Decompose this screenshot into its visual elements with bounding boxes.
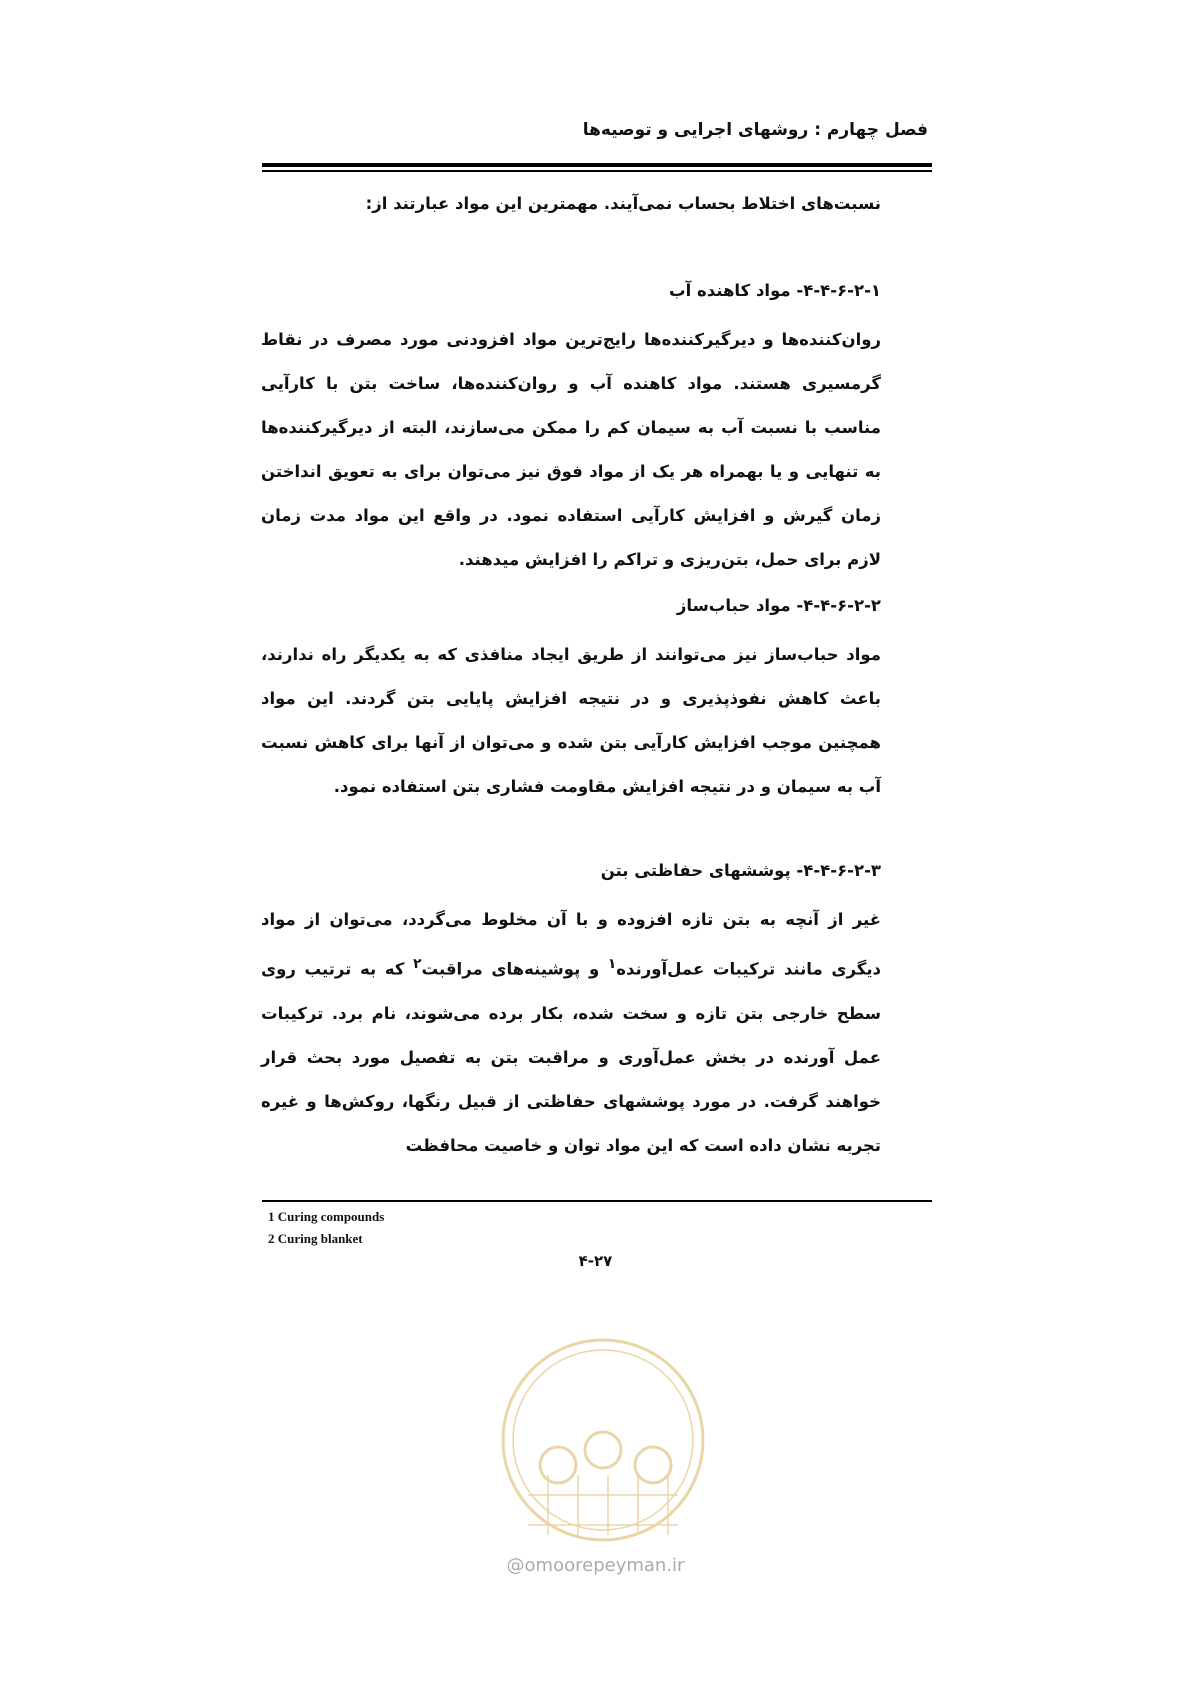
section-body-water-reducers: روان‌کننده‌ها و دیرگیرکننده‌ها رایج‌ترین مواد افزودنی مورد مصرف در نقاط گرمسیری هستند. مواد کاهنده آب و روان‌کننده‌ها، ساخت بتن با کارآیی مناسب با نسبت آب به سیمان کم را ممکن می‌سازند، البته از دیرگیرکننده‌ها به تنهایی و یا بهمراه هر یک از مواد فوق نیز می‌توان برای به تعویق انداختن زمان گیرش و افزایش کارآیی استفاده نمود. در واقع این مواد مدت زمان لازم برای حمل، بتن‌ریزی و تراکم را افزایش میدهند. [261,330,881,569]
footnote-ref-1: ۱ [607,956,617,972]
body-text: غیر از آنچه به بتن تازه افزوده و با آن مخلوط می‌گردد، می‌توان از مواد دیگری مانند ترکیبات عمل‌آورنده [261,910,881,979]
footnote-2: 2 Curing blanket [268,1231,363,1246]
header-rule-thick [262,163,932,167]
section-body-protective-coatings [261,898,881,1168]
intro-line: نسبت‌های اختلاط بحساب نمی‌آیند. مهمترین این مواد عبارتند از: [365,194,881,213]
page-number: ۴-۲۷ [578,1252,613,1270]
footnote-1: 1 Curing compounds [268,1209,385,1224]
footnote-ref-2: ۲ [413,956,422,972]
section-body-air-entraining: مواد حباب‌ساز نیز می‌توانند از طریق ایجاد منافذی که به یکدیگر راه ندارند، باعث کاهش نفوذپذیری و در نتیجه افزایش پایایی بتن گردند. این مواد همچنین موجب افزایش کارآیی بتن شده و می‌توان از آنها برای کاهش نسبت آب به سیمان و در نتیجه افزایش مقاومت فشاری بتن استفاده نمود. [261,645,881,796]
chapter-title: فصل چهارم : روشهای اجرایی و توصیه‌ها [582,120,928,140]
section-heading-water-reducers: ۴-۴-۶-۲-۱- مواد کاهنده آب [669,281,881,300]
section-heading-protective-coatings: ۴-۴-۶-۲-۳- پوششهای حفاظتی بتن [600,861,881,880]
watermark-url: @omoorepeyman.ir [506,1555,685,1576]
body-text: که به ترتیب روی سطح خارجی بتن تازه و سخت شده، بکار برده می‌شوند، نام برد. ترکیبات عمل آورنده در بخش عمل‌آوری و مراقبت بتن به تفصیل مورد بحث قرار خواهند گرفت. در مورد پوششهای حفاظتی از قبیل رنگها، روکش‌ها و غیره تجربه نشان داده است که این مواد توان و خاصیت محافظت [261,959,881,1155]
watermark-logo-icon [488,1325,718,1575]
header-rule-thin [262,170,932,172]
body-text: و پوشینه‌های مراقبت [421,959,608,979]
footnotes [268,1206,384,1250]
section-heading-air-entraining: ۴-۴-۶-۲-۲- مواد حباب‌ساز [676,596,881,615]
footnote-rule [262,1200,932,1202]
